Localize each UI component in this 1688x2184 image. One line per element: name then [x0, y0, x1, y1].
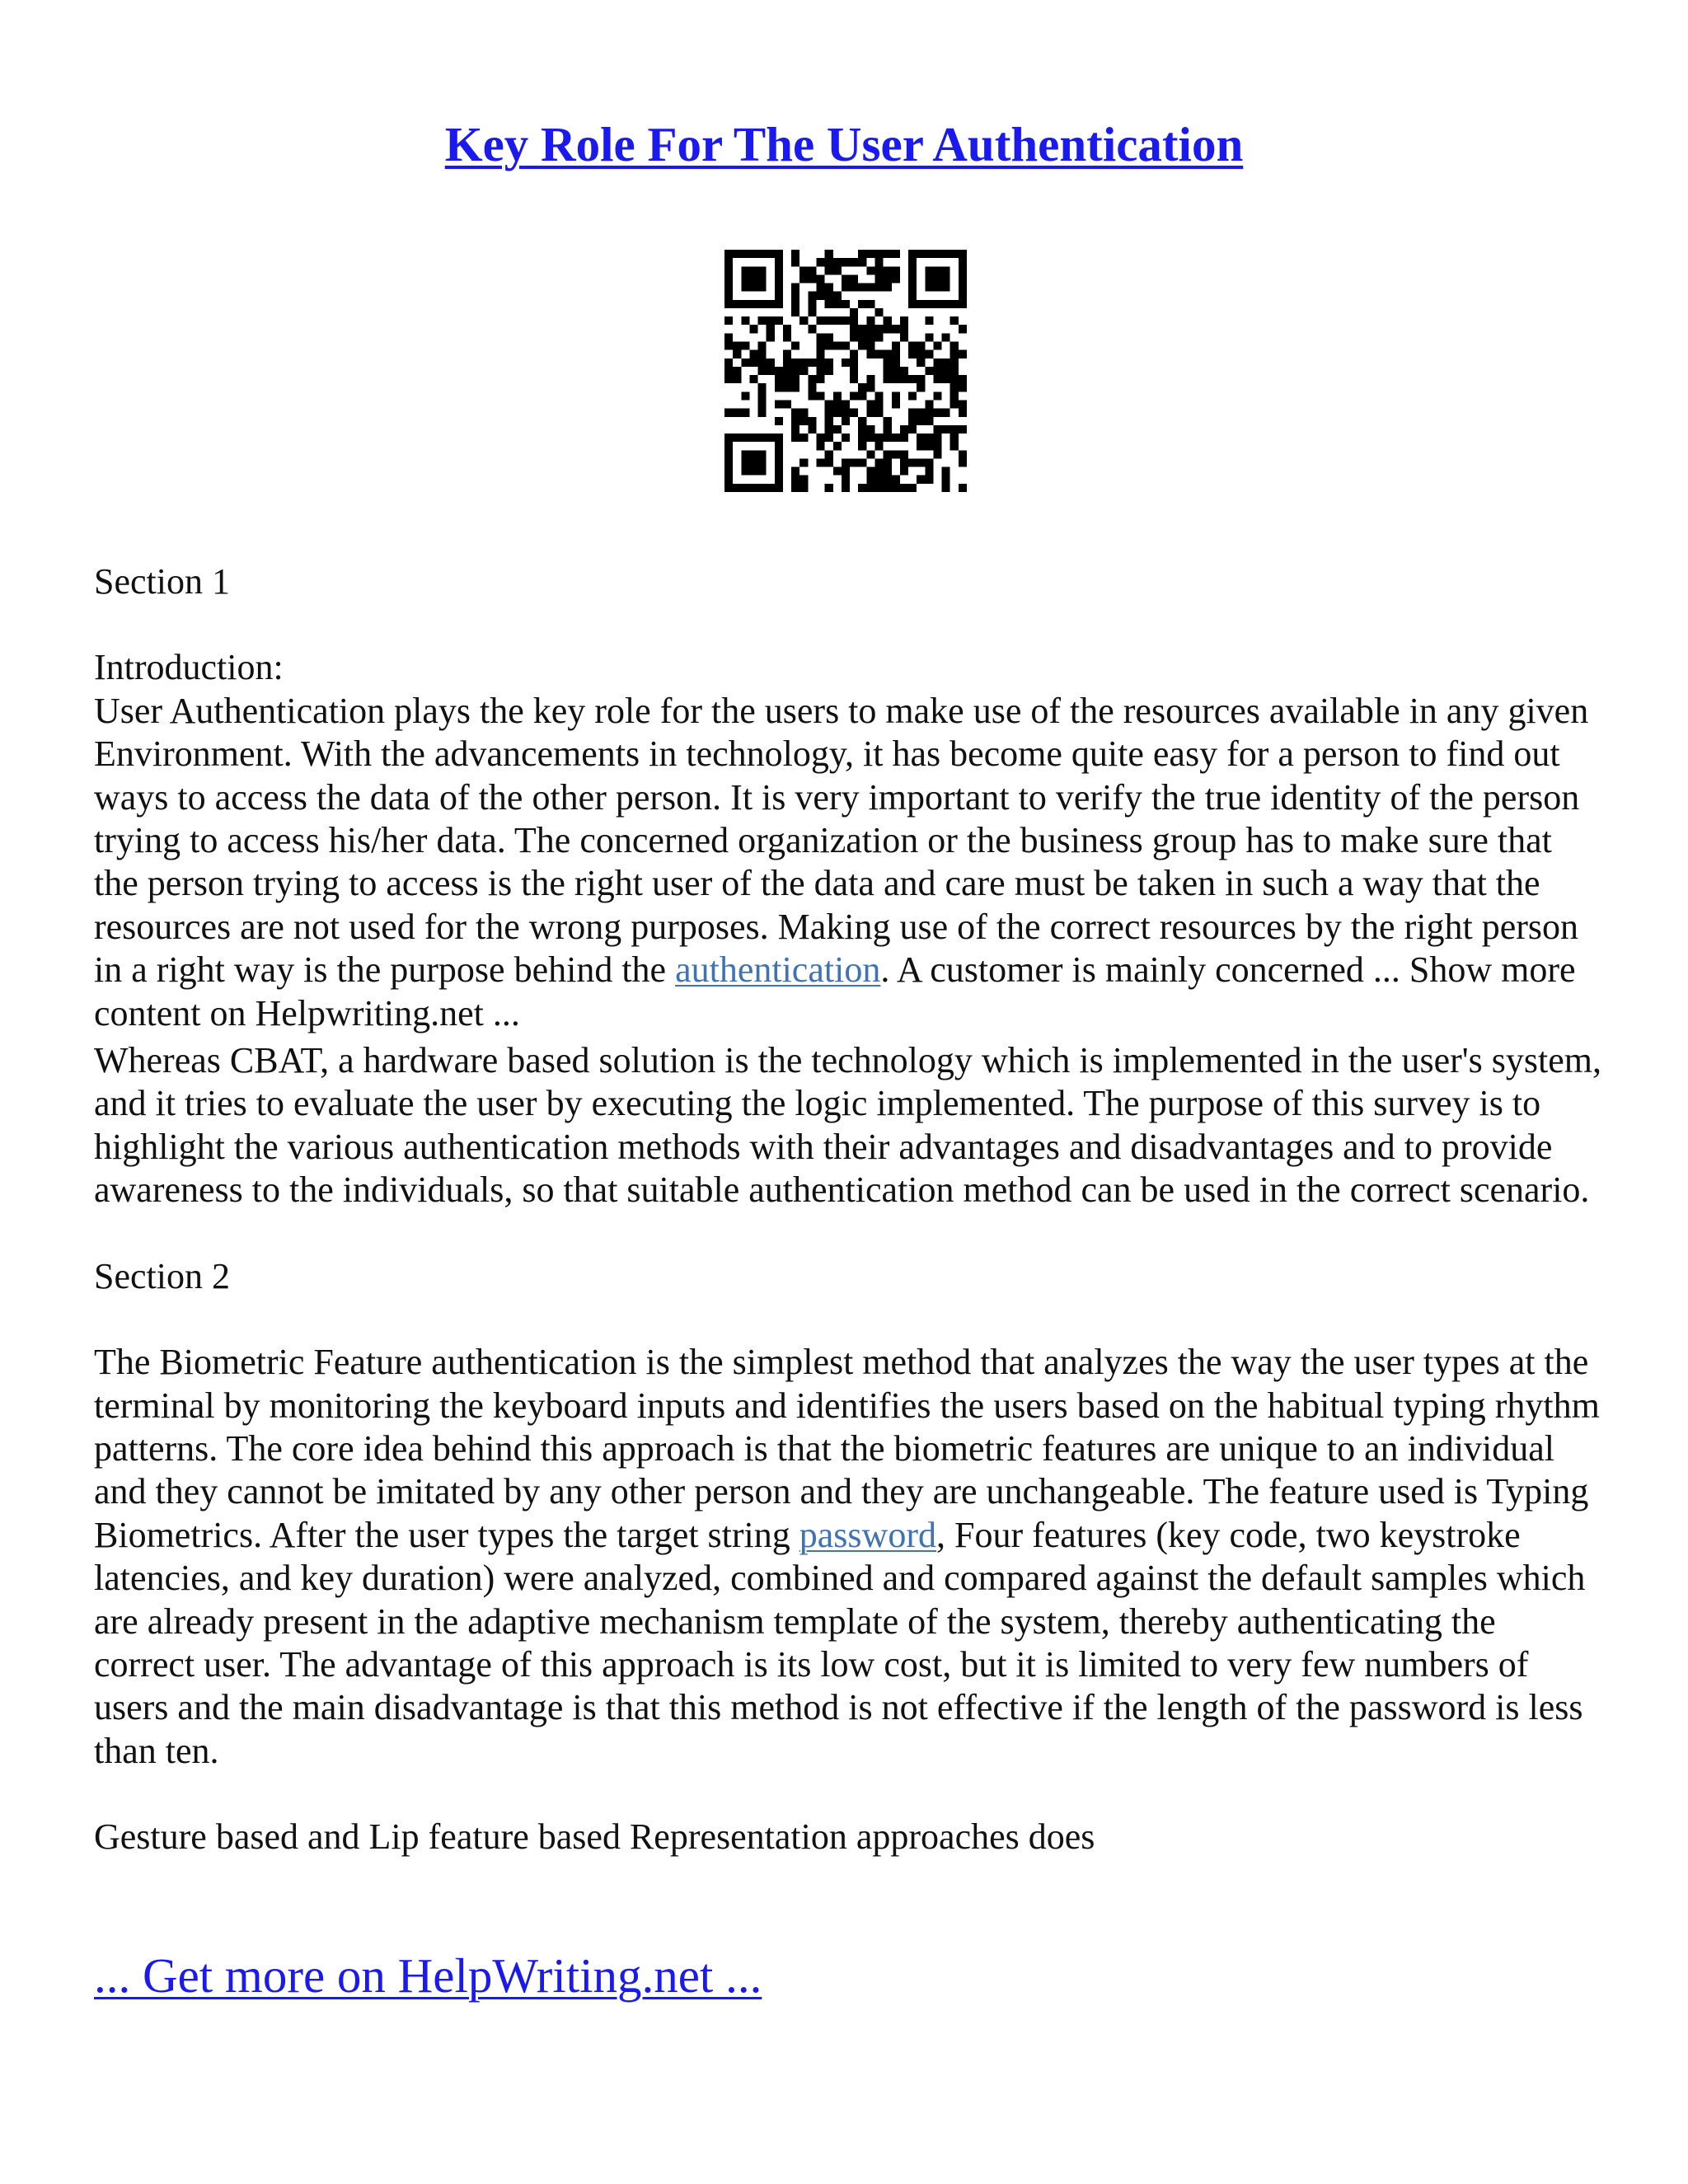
password-link[interactable]: password [799, 1514, 936, 1555]
page-title [0, 115, 1688, 173]
gesture-paragraph: Gesture based and Lip feature based Representation approaches does [94, 1816, 1095, 1858]
intro-paragraph-text-1: User Authentication plays the key role for the users to make use of the resources available in any given Environment. With the advancements in technology, it has become quite easy for a person to find out ways to access the data of the other person. It is very important to verify the true identity of the person trying to access his/her data. The concerned organization or the business group has to make sure that the person trying to access is the right user of the data and care must be taken in such a way that the resources are not used for the wrong purposes. Making use of the correct resources by the right person in a right way is the purpose behind the [94, 690, 1589, 991]
get-more-link[interactable]: ... Get more on HelpWriting.net ... [94, 1948, 762, 2003]
intro-paragraph-text-2: . A customer is mainly concerned ... Show more content on Helpwriting.net ... [94, 949, 1576, 1033]
section-2-heading: Section 2 [94, 1255, 230, 1296]
authentication-link[interactable]: authentication [675, 949, 881, 991]
biometric-paragraph-text-2: , Four features (key code, two keystroke latencies, and key duration) were analyzed, combined and compared against the default samples which are already present in the adaptive mechanism template of the system, thereby authenticating the correct user. The advantage of this approach is its low cost, but it is limited to very few numbers of users and the main disadvantage is that this method is not effective if the length of the password is less than ten. [94, 1514, 1586, 1771]
document-body [94, 560, 1602, 1859]
title-link[interactable]: Key Role For The User Authentication [444, 117, 1244, 171]
intro-paragraph [94, 690, 1602, 1035]
biometric-paragraph [94, 1341, 1602, 1773]
cbat-paragraph: Whereas CBAT, a hardware based solution is the technology which is implemented in the user's system, and it tries to evaluate the user by executing the logic implemented. The purpose of this survey is to highlight the various authentication methods with their advantages and disadvantages and to provide awareness to the individuals, so that suitable authentication method can be used in the correct scenario. [94, 1040, 1602, 1211]
biometric-paragraph-text-1: The Biometric Feature authentication is the simplest method that analyzes the way the user types at the terminal by monitoring the keyboard inputs and identifies the users based on the habitual typing rhythm patterns. The core idea behind this approach is that the biometric features are unique to an individual and they cannot be imitated by any other person and they are unchangeable. The feature used is Typing Biometrics. After the user types the target string [94, 1342, 1600, 1555]
section-1-heading: Section 1 [94, 561, 230, 602]
get-more-link-container [94, 1947, 762, 2004]
qr-code-icon [724, 250, 967, 492]
introduction-label: Introduction: [94, 647, 284, 688]
